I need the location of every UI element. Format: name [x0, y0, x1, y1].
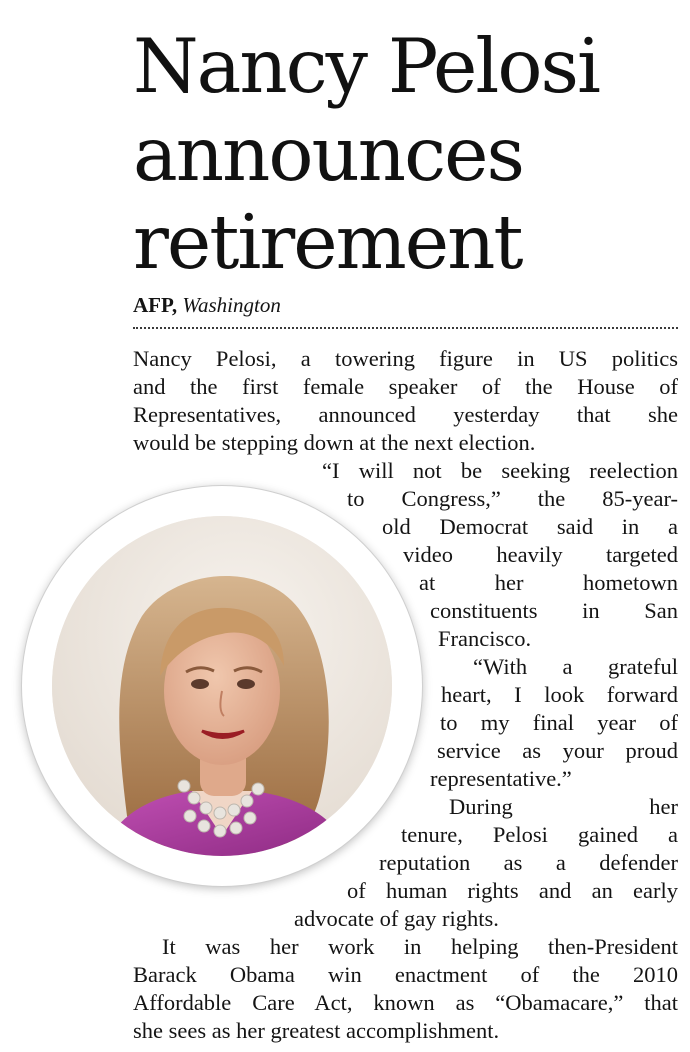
body-line: It was her work in helping then-President: [162, 934, 678, 959]
byline: [133, 292, 281, 318]
byline-agency: AFP,: [133, 293, 178, 317]
body-line: heart, I look forward: [441, 682, 678, 707]
body-line: video heavily targeted: [403, 542, 678, 567]
body-line: “I will not be seeking reelection: [322, 458, 678, 483]
body-line: “With a grateful: [473, 654, 678, 679]
body-line: During her: [449, 794, 678, 819]
body-line: Affordable Care Act, known as “Obamacare,” that: [133, 990, 678, 1015]
body-line: Nancy Pelosi, a towering figure in US politics: [133, 346, 678, 371]
body-line: and the first female speaker of the House of: [133, 374, 678, 399]
body-line: constituents in San: [430, 598, 678, 623]
body-line: Representatives, announced yesterday that she: [133, 402, 678, 427]
photo-frame: [22, 486, 422, 886]
portrait-illustration: [52, 516, 392, 856]
headline: [133, 22, 678, 286]
portrait-photo: [52, 516, 392, 856]
dotted-divider: [133, 327, 678, 329]
body-line: representative.”: [430, 766, 572, 791]
body-line: of human rights and an early: [347, 878, 678, 903]
headline-line: announces: [133, 110, 523, 198]
body-line: to Congress,” the 85-year-: [347, 486, 678, 511]
body-line: at her hometown: [419, 570, 678, 595]
body-line: Francisco.: [438, 626, 532, 651]
body-line: advocate of gay rights.: [294, 906, 499, 931]
headline-line: Nancy Pelosi: [133, 22, 599, 110]
body-line: service as your proud: [437, 738, 678, 763]
byline-place: Washington: [182, 293, 281, 317]
headline-line: retirement: [133, 198, 522, 286]
body-line: Barack Obama win enactment of the 2010: [133, 962, 678, 987]
body-line: to my final year of: [440, 710, 678, 735]
body-line: would be stepping down at the next election.: [133, 430, 536, 455]
body-line: reputation as a defender: [379, 850, 678, 875]
body-line: old Democrat said in a: [382, 514, 678, 539]
body-line: tenure, Pelosi gained a: [401, 822, 678, 847]
body-line: she sees as her greatest accomplishment.: [133, 1018, 500, 1043]
